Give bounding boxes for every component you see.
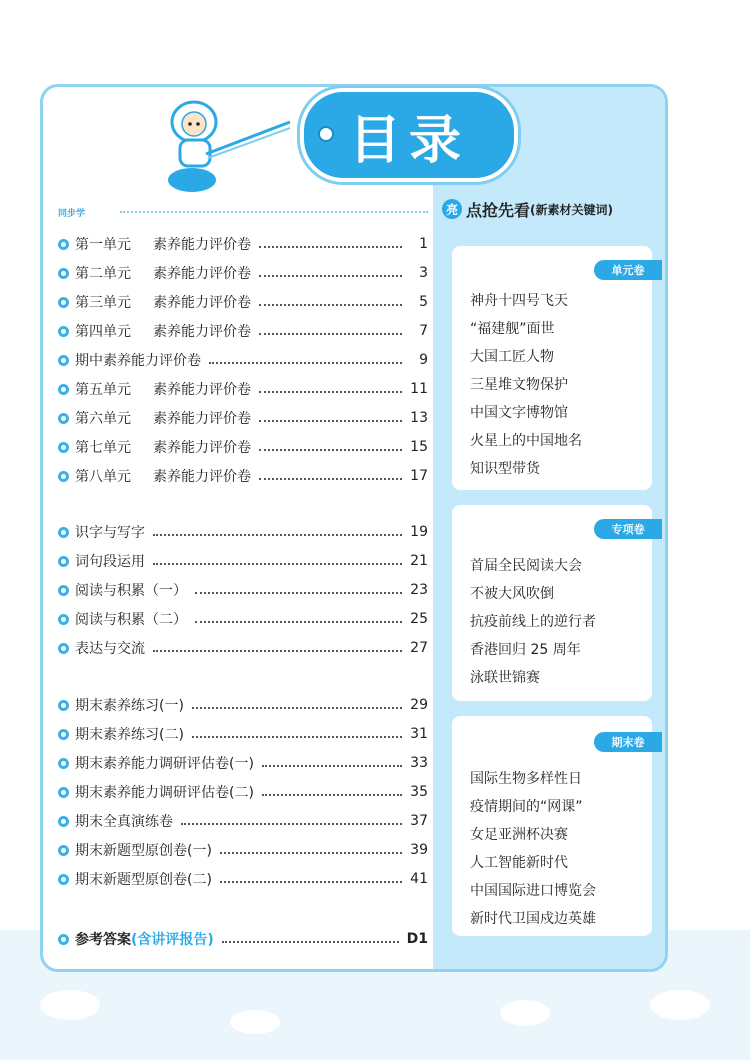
entry-suffix: 素养能力评价卷: [153, 295, 251, 311]
leader-dots: [220, 881, 402, 883]
toc-entry[interactable]: [58, 749, 428, 777]
bullet-icon: [58, 934, 69, 945]
answers-entry[interactable]: [58, 925, 428, 953]
page-number: 13: [410, 410, 428, 426]
entry-label: 阅读与积累（一）: [75, 583, 187, 599]
leader-dots: [195, 621, 402, 623]
keyword-item: 首届全民阅读大会: [470, 558, 582, 574]
bullet-icon: [58, 700, 69, 711]
answers-hint: (含讲评报告): [131, 932, 214, 948]
leader-dots: [192, 707, 402, 709]
entry-label: 期末全真演练卷: [75, 814, 173, 830]
entry-label: 识字与写字: [75, 525, 145, 541]
page-number: 39: [410, 842, 428, 858]
highlights-subtitle: (新素材关键词): [530, 202, 613, 217]
keyword-item: “福建舰”面世: [470, 321, 555, 337]
entry-label: 词句段运用: [75, 554, 145, 570]
keyword-item: 国际生物多样性日: [470, 771, 582, 787]
toc-entry[interactable]: [58, 720, 428, 748]
page-number: 31: [410, 726, 428, 742]
toc-entry[interactable]: [58, 518, 428, 546]
leader-dots: [259, 478, 402, 480]
leader-dots: [153, 534, 402, 536]
box-tag: 期末卷: [594, 732, 662, 752]
entry-label: 第五单元: [75, 382, 131, 398]
leader-dots: [259, 275, 402, 277]
entry-label: 第八单元: [75, 469, 131, 485]
bullet-icon: [58, 355, 69, 366]
keyword-item: 不被大风吹倒: [470, 586, 554, 602]
entry-label: 第一单元: [75, 237, 131, 253]
bullet-icon: [58, 556, 69, 567]
keyword-item: 神舟十四号飞天: [470, 293, 568, 309]
cloud-shape: [40, 990, 100, 1020]
toc-entry[interactable]: [58, 691, 428, 719]
highlight-badge: 亮: [442, 199, 462, 219]
bullet-icon: [58, 268, 69, 279]
entry-label: 第六单元: [75, 411, 131, 427]
leader-dots: [262, 794, 402, 796]
toc-entry[interactable]: [58, 605, 428, 633]
toc-entry[interactable]: [58, 375, 428, 403]
entry-label: 第七单元: [75, 440, 131, 456]
section-divider: [58, 206, 428, 218]
page-number: 35: [410, 784, 428, 800]
answers-label: 参考答案: [75, 932, 131, 948]
leader-dots: [153, 650, 402, 652]
toc-entry[interactable]: [58, 836, 428, 864]
page-number: 15: [410, 439, 428, 455]
entry-suffix: 素养能力评价卷: [153, 411, 251, 427]
entry-suffix: 素养能力评价卷: [153, 324, 251, 340]
page-number: 33: [410, 755, 428, 771]
toc-entry[interactable]: [58, 807, 428, 835]
box-tag: 专项卷: [594, 519, 662, 539]
section-label: 同步学: [58, 209, 86, 219]
cloud-shape: [650, 990, 710, 1020]
toc-entry[interactable]: [58, 230, 428, 258]
page-number: 29: [410, 697, 428, 713]
leader-dots: [262, 765, 402, 767]
leader-dots: [195, 592, 402, 594]
bullet-icon: [58, 816, 69, 827]
entry-label: 阅读与积累（二）: [75, 612, 187, 628]
page-number: 5: [419, 294, 428, 310]
keyword-item: 知识型带货: [470, 461, 540, 477]
entry-label: 第三单元: [75, 295, 131, 311]
entry-label: 期末新题型原创卷(二): [75, 872, 212, 888]
leader-dots: [259, 246, 402, 248]
bullet-icon: [58, 297, 69, 308]
keyword-item: 大国工匠人物: [470, 349, 554, 365]
bullet-icon: [58, 413, 69, 424]
entry-suffix: 素养能力评价卷: [153, 266, 251, 282]
entry-label: 期末新题型原创卷(一): [75, 843, 212, 859]
bullet-icon: [58, 442, 69, 453]
keyword-box-unit: [452, 246, 652, 490]
entry-label: 期末素养练习(二): [75, 727, 184, 743]
toc-entry[interactable]: [58, 317, 428, 345]
toc-entry[interactable]: [58, 547, 428, 575]
highlights-header: [442, 196, 613, 222]
entry-label: 第四单元: [75, 324, 131, 340]
toc-entry[interactable]: [58, 259, 428, 287]
box-tag: 单元卷: [594, 260, 662, 280]
bullet-icon: [58, 471, 69, 482]
astronaut-illustration: [150, 92, 300, 202]
bullet-icon: [58, 874, 69, 885]
bullet-icon: [58, 845, 69, 856]
entry-label: 第二单元: [75, 266, 131, 282]
toc-entry[interactable]: [58, 634, 428, 662]
leader-dots: [259, 333, 402, 335]
keyword-item: 女足亚洲杯决赛: [470, 827, 568, 843]
cloud-shape: [500, 1000, 550, 1026]
bullet-icon: [58, 326, 69, 337]
toc-entry[interactable]: [58, 576, 428, 604]
keyword-item: 中国文字博物馆: [470, 405, 568, 421]
bullet-icon: [58, 643, 69, 654]
keyword-item: 疫情期间的“网课”: [470, 799, 583, 815]
keyword-item: 泳联世锦赛: [470, 670, 540, 686]
toc-entry[interactable]: [58, 433, 428, 461]
bullet-icon: [58, 527, 69, 538]
leader-dots: [259, 391, 402, 393]
keyword-item: 新时代卫国戍边英雄: [470, 911, 596, 927]
entry-label: 表达与交流: [75, 641, 145, 657]
dotted-line: [120, 211, 428, 213]
leader-dots: [222, 941, 399, 943]
keyword-item: 香港回归 25 周年: [470, 642, 581, 658]
bullet-icon: [58, 384, 69, 395]
toc-entry[interactable]: [58, 778, 428, 806]
page-number: D1: [406, 931, 428, 947]
entry-label: 期末素养能力调研评估卷(一): [75, 756, 254, 772]
entry-label: 期末素养练习(一): [75, 698, 184, 714]
leader-dots: [259, 449, 402, 451]
keyword-item: 三星堆文物保护: [470, 377, 568, 393]
entry-suffix: 素养能力评价卷: [153, 382, 251, 398]
page-number: 41: [410, 871, 428, 887]
keyword-box-final: [452, 716, 652, 936]
toc-entry[interactable]: [58, 865, 428, 893]
page-number: 1: [419, 236, 428, 252]
leader-dots: [259, 420, 402, 422]
page-number: 25: [410, 611, 428, 627]
leader-dots: [153, 563, 402, 565]
page-number: 21: [410, 553, 428, 569]
keyword-item: 人工智能新时代: [470, 855, 568, 871]
toc-entry[interactable]: [58, 404, 428, 432]
leader-dots: [220, 852, 402, 854]
page-number: 7: [419, 323, 428, 339]
entry-suffix: 素养能力评价卷: [153, 440, 251, 456]
toc-entry[interactable]: [58, 346, 428, 374]
toc-entry[interactable]: [58, 462, 428, 490]
bullet-icon: [58, 758, 69, 769]
keyword-item: 中国国际进口博览会: [470, 883, 596, 899]
keyword-item: 火星上的中国地名: [470, 433, 582, 449]
leader-dots: [192, 736, 402, 738]
page-number: 9: [419, 352, 428, 368]
page-number: 37: [410, 813, 428, 829]
leader-dots: [259, 304, 402, 306]
page-number: 3: [419, 265, 428, 281]
entry-label: 期中素养能力评价卷: [75, 353, 201, 369]
page-title: 目录: [348, 110, 469, 171]
toc-entry[interactable]: [58, 288, 428, 316]
bullet-icon: [58, 614, 69, 625]
keyword-item: 抗疫前线上的逆行者: [470, 614, 596, 630]
bullet-icon: [58, 239, 69, 250]
tag-hole: [318, 126, 334, 142]
page-number: 19: [410, 524, 428, 540]
page-number: 11: [410, 381, 428, 397]
page-number: 17: [410, 468, 428, 484]
bullet-icon: [58, 729, 69, 740]
bullet-icon: [58, 787, 69, 798]
entry-suffix: 素养能力评价卷: [153, 469, 251, 485]
cloud-shape: [230, 1010, 280, 1034]
highlights-title: 点抢先看: [466, 200, 531, 220]
leader-dots: [209, 362, 402, 364]
page-number: 27: [410, 640, 428, 656]
entry-label: 期末素养能力调研评估卷(二): [75, 785, 254, 801]
keyword-box-topic: [452, 505, 652, 701]
leader-dots: [181, 823, 402, 825]
page-number: 23: [410, 582, 428, 598]
bullet-icon: [58, 585, 69, 596]
entry-suffix: 素养能力评价卷: [153, 237, 251, 253]
